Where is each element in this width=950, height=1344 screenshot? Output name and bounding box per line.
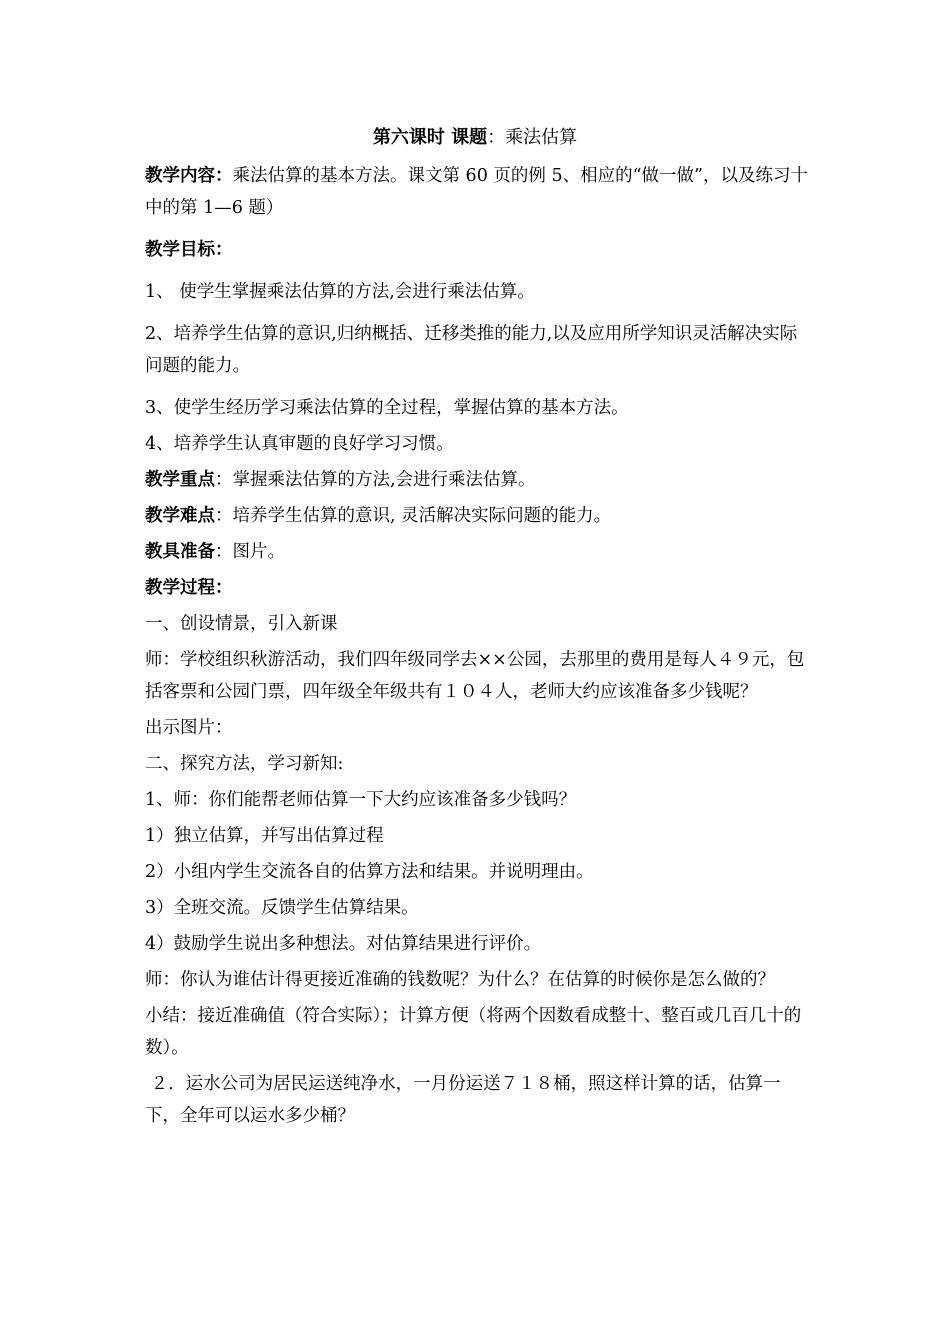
process-line: 出示图片： [145,718,233,738]
teaching-difficulty [145,500,809,532]
teaching-tools-text: ：图片。 [215,542,285,562]
teaching-key-point [145,464,809,496]
process-line: 师：你认为谁估计得更接近准确的钱数呢？为什么？在估算的时候你是怎么做的？ [145,970,775,990]
teaching-difficulty-text: ：培养学生估算的意识, 灵活解决实际问题的能力。 [215,506,612,526]
goal-item: 3、使学生经历学习乘法估算的全过程，掌握估算的基本方法。 [145,398,629,418]
teaching-goals-label: 教学目标： [145,240,233,260]
process-line: 1、师：你们能帮老师估算一下大约应该准备多少钱吗？ [145,790,577,810]
process-line: 一、创设情景，引入新课 [145,614,338,634]
teaching-difficulty-label: 教学难点 [145,506,215,526]
teaching-goals-heading [145,234,809,266]
goal-item: 4、培养学生认真审题的良好学习习惯。 [145,434,454,454]
teaching-content-label: 教学内容： [145,166,233,186]
goal-item: 2、培养学生估算的意识,归纳概括、迁移类推的能力,以及应用所学知识灵活解决实际问题的能力。 [145,324,798,376]
goal-item: 1、 使学生掌握乘法估算的方法,会进行乘法估算。 [145,282,535,302]
teaching-tools [145,536,809,568]
process-line: 师：学校组织秋游活动，我们四年级同学去××公园，去那里的费用是每人４９元，包括客票和公园门票，四年级全年级共有１０４人，老师大约应该准备多少钱呢？ [145,650,805,702]
teaching-key-text: ：掌握乘法估算的方法,会进行乘法估算。 [215,470,536,490]
process-line: 1）独立估算，并写出估算过程 [145,826,384,846]
teaching-content [145,160,809,224]
teaching-content-text: 乘法估算的基本方法。课文第 60 页的例 5、相应的“做一做”，以及练习十中的第 1—6 题） [145,166,808,218]
lesson-title-suffix: ：乘法估算 [487,127,578,148]
lesson-title [0,126,950,150]
teaching-key-label: 教学重点 [145,470,215,490]
process-line: 2）小组内学生交流各自的估算方法和结果。并说明理由。 [145,862,594,882]
process-line: 二、探究方法，学习新知: [145,754,344,774]
teaching-tools-label: 教具准备 [145,542,215,562]
process-line: 4）鼓励学生说出多种想法。对估算结果进行评价。 [145,934,542,954]
teaching-process-label: 教学过程： [145,578,233,598]
lesson-title-prefix: 第六课时 课题 [372,127,488,148]
teaching-process-heading [145,572,809,604]
document-body [145,160,809,1136]
process-line: 小结：接近准确值（符合实际）；计算方便（将两个因数看成整十、整百或几百几十的数）。 [145,1006,802,1058]
process-line: 3）全班交流。反馈学生估算结果。 [145,898,419,918]
process-line: ２．运水公司为居民运送纯净水，一月份运送７１８桶，照这样计算的话，估算一下，全年可以运水多少桶？ [145,1074,781,1126]
